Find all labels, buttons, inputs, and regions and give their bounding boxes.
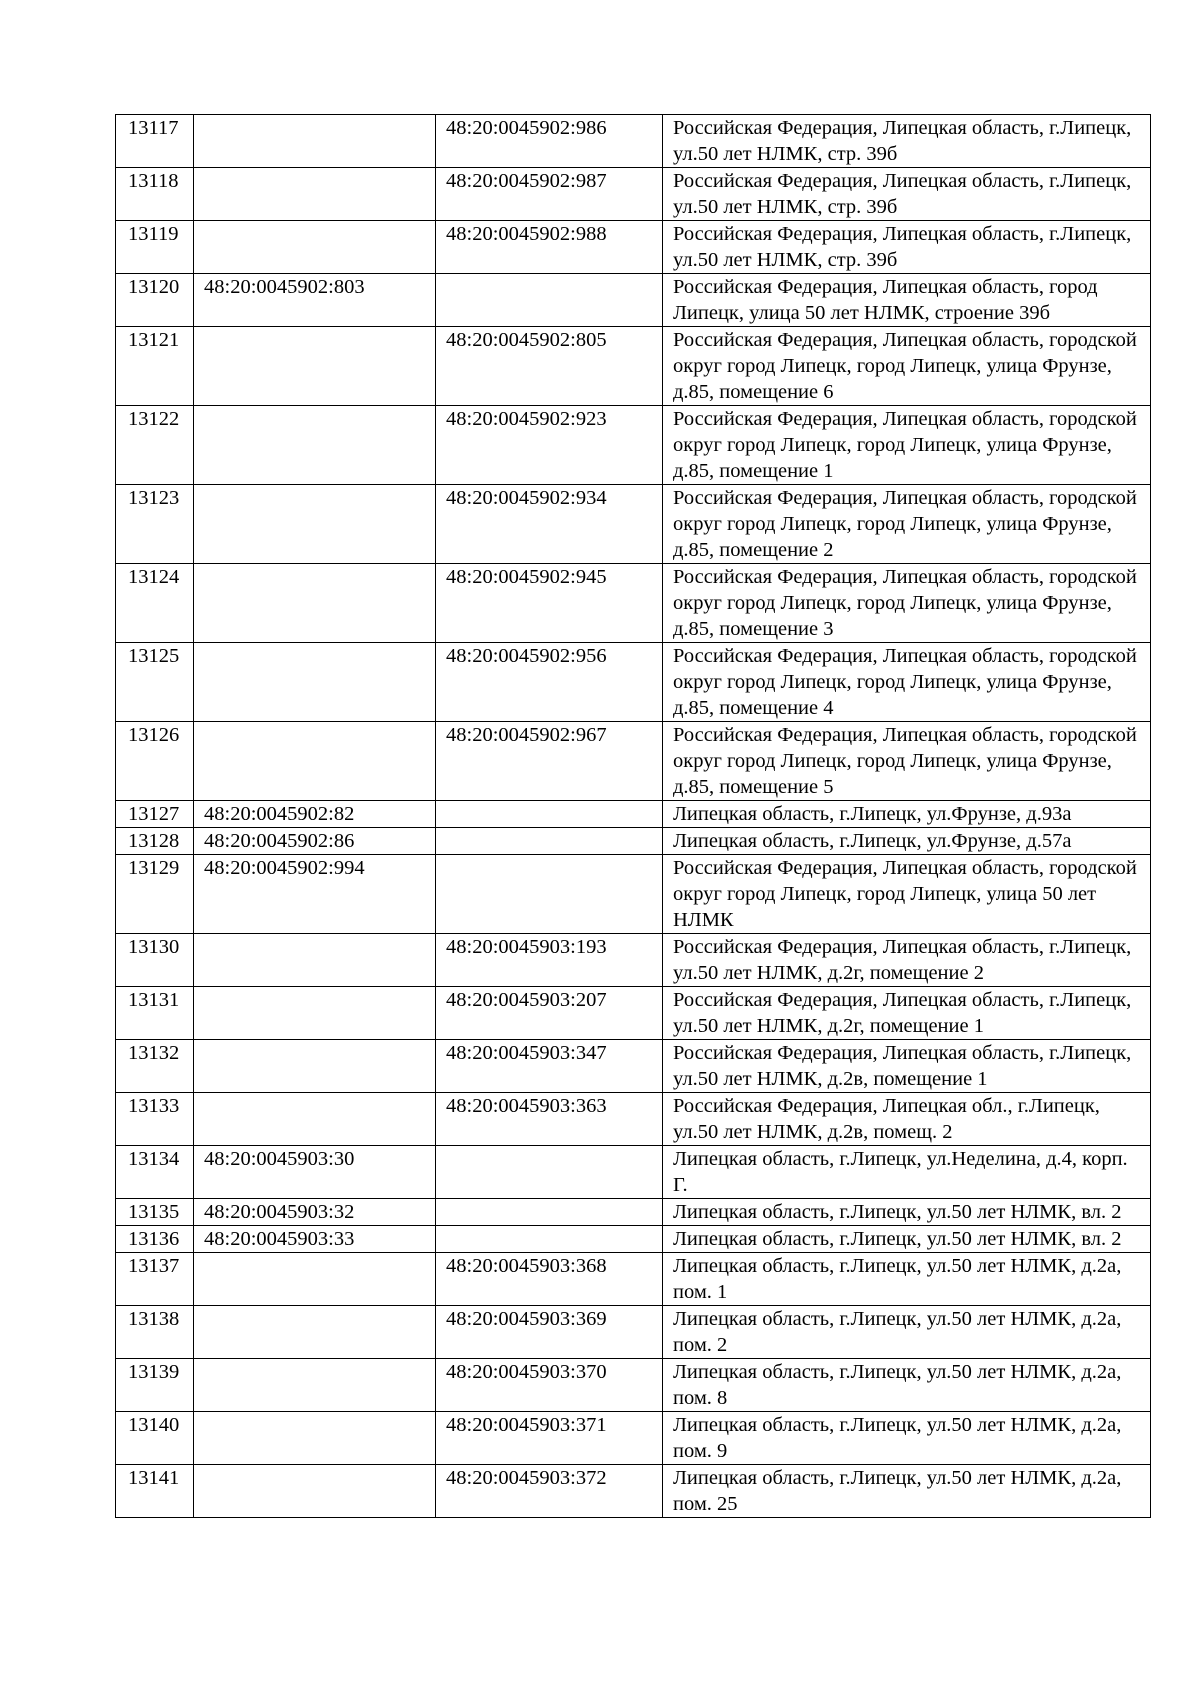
address-cell: Липецкая область, г.Липецк, ул.50 лет НЛМК, вл. 2 <box>663 1226 1151 1253</box>
object-cadastral-number-cell: 48:20:0045903:370 <box>436 1359 663 1412</box>
object-cadastral-number-cell <box>436 274 663 327</box>
object-cadastral-number-cell <box>436 1226 663 1253</box>
row-number-cell: 13138 <box>116 1306 194 1359</box>
parcel-cadastral-number-cell: 48:20:0045903:33 <box>194 1226 436 1253</box>
parcel-cadastral-number-cell <box>194 221 436 274</box>
parcel-cadastral-number-cell <box>194 168 436 221</box>
address-cell: Липецкая область, г.Липецк, ул.Неделина, д.4, корп. Г. <box>663 1146 1151 1199</box>
parcel-cadastral-number-cell <box>194 1040 436 1093</box>
object-cadastral-number-cell: 48:20:0045902:986 <box>436 115 663 168</box>
parcel-cadastral-number-cell <box>194 934 436 987</box>
object-cadastral-number-cell: 48:20:0045903:368 <box>436 1253 663 1306</box>
parcel-cadastral-number-cell <box>194 1093 436 1146</box>
table-row <box>116 327 1151 406</box>
table-row <box>116 1412 1151 1465</box>
row-number-cell: 13133 <box>116 1093 194 1146</box>
table-row <box>116 643 1151 722</box>
object-cadastral-number-cell: 48:20:0045902:956 <box>436 643 663 722</box>
row-number-cell: 13128 <box>116 828 194 855</box>
parcel-cadastral-number-cell <box>194 1253 436 1306</box>
table-row <box>116 1359 1151 1412</box>
address-cell: Российская Федерация, Липецкая область, г.Липецк, ул.50 лет НЛМК, стр. 39б <box>663 168 1151 221</box>
table-row <box>116 934 1151 987</box>
row-number-cell: 13131 <box>116 987 194 1040</box>
object-cadastral-number-cell: 48:20:0045902:945 <box>436 564 663 643</box>
table-row <box>116 1040 1151 1093</box>
row-number-cell: 13132 <box>116 1040 194 1093</box>
row-number-cell: 13123 <box>116 485 194 564</box>
table-row <box>116 1093 1151 1146</box>
address-cell: Липецкая область, г.Липецк, ул.50 лет НЛМК, д.2а, пом. 2 <box>663 1306 1151 1359</box>
cadastral-table <box>115 114 1151 1518</box>
address-cell: Липецкая область, г.Липецк, ул.Фрунзе, д.57а <box>663 828 1151 855</box>
address-cell: Российская Федерация, Липецкая обл., г.Липецк, ул.50 лет НЛМК, д.2в, помещ. 2 <box>663 1093 1151 1146</box>
object-cadastral-number-cell: 48:20:0045902:988 <box>436 221 663 274</box>
row-number-cell: 13141 <box>116 1465 194 1518</box>
parcel-cadastral-number-cell <box>194 1465 436 1518</box>
table-row <box>116 1465 1151 1518</box>
table-row <box>116 855 1151 934</box>
row-number-cell: 13139 <box>116 1359 194 1412</box>
parcel-cadastral-number-cell <box>194 115 436 168</box>
parcel-cadastral-number-cell: 48:20:0045902:82 <box>194 801 436 828</box>
parcel-cadastral-number-cell <box>194 485 436 564</box>
parcel-cadastral-number-cell <box>194 1412 436 1465</box>
table-row <box>116 987 1151 1040</box>
address-cell: Российская Федерация, Липецкая область, городской округ город Липецк, город Липецк, улица Фрунзе, д.85, помещение 6 <box>663 327 1151 406</box>
address-cell: Российская Федерация, Липецкая область, городской округ город Липецк, город Липецк, улица Фрунзе, д.85, помещение 2 <box>663 485 1151 564</box>
parcel-cadastral-number-cell: 48:20:0045902:803 <box>194 274 436 327</box>
row-number-cell: 13127 <box>116 801 194 828</box>
table-row <box>116 406 1151 485</box>
table-row <box>116 1199 1151 1226</box>
address-cell: Российская Федерация, Липецкая область, г.Липецк, ул.50 лет НЛМК, д.2г, помещение 1 <box>663 987 1151 1040</box>
table-row <box>116 1253 1151 1306</box>
address-cell: Российская Федерация, Липецкая область, городской округ город Липецк, город Липецк, улица Фрунзе, д.85, помещение 3 <box>663 564 1151 643</box>
object-cadastral-number-cell: 48:20:0045902:923 <box>436 406 663 485</box>
object-cadastral-number-cell <box>436 801 663 828</box>
row-number-cell: 13134 <box>116 1146 194 1199</box>
object-cadastral-number-cell: 48:20:0045903:193 <box>436 934 663 987</box>
address-cell: Липецкая область, г.Липецк, ул.50 лет НЛМК, вл. 2 <box>663 1199 1151 1226</box>
parcel-cadastral-number-cell: 48:20:0045903:30 <box>194 1146 436 1199</box>
parcel-cadastral-number-cell: 48:20:0045902:994 <box>194 855 436 934</box>
row-number-cell: 13136 <box>116 1226 194 1253</box>
address-cell: Российская Федерация, Липецкая область, городской округ город Липецк, город Липецк, улица 50 лет НЛМК <box>663 855 1151 934</box>
object-cadastral-number-cell: 48:20:0045903:369 <box>436 1306 663 1359</box>
address-cell: Липецкая область, г.Липецк, ул.50 лет НЛМК, д.2а, пом. 1 <box>663 1253 1151 1306</box>
row-number-cell: 13140 <box>116 1412 194 1465</box>
address-cell: Российская Федерация, Липецкая область, г.Липецк, ул.50 лет НЛМК, д.2г, помещение 2 <box>663 934 1151 987</box>
object-cadastral-number-cell <box>436 855 663 934</box>
row-number-cell: 13117 <box>116 115 194 168</box>
parcel-cadastral-number-cell: 48:20:0045902:86 <box>194 828 436 855</box>
row-number-cell: 13120 <box>116 274 194 327</box>
table-row <box>116 828 1151 855</box>
address-cell: Липецкая область, г.Липецк, ул.50 лет НЛМК, д.2а, пом. 9 <box>663 1412 1151 1465</box>
table-row <box>116 1146 1151 1199</box>
object-cadastral-number-cell: 48:20:0045902:805 <box>436 327 663 406</box>
parcel-cadastral-number-cell <box>194 327 436 406</box>
address-cell: Российская Федерация, Липецкая область, городской округ город Липецк, город Липецк, улица Фрунзе, д.85, помещение 4 <box>663 643 1151 722</box>
object-cadastral-number-cell: 48:20:0045903:363 <box>436 1093 663 1146</box>
row-number-cell: 13130 <box>116 934 194 987</box>
row-number-cell: 13119 <box>116 221 194 274</box>
address-cell: Липецкая область, г.Липецк, ул.50 лет НЛМК, д.2а, пом. 8 <box>663 1359 1151 1412</box>
row-number-cell: 13125 <box>116 643 194 722</box>
parcel-cadastral-number-cell <box>194 406 436 485</box>
address-cell: Российская Федерация, Липецкая область, г.Липецк, ул.50 лет НЛМК, стр. 39б <box>663 115 1151 168</box>
row-number-cell: 13137 <box>116 1253 194 1306</box>
object-cadastral-number-cell: 48:20:0045903:372 <box>436 1465 663 1518</box>
row-number-cell: 13126 <box>116 722 194 801</box>
row-number-cell: 13121 <box>116 327 194 406</box>
row-number-cell: 13135 <box>116 1199 194 1226</box>
table-row <box>116 1226 1151 1253</box>
table-row <box>116 115 1151 168</box>
parcel-cadastral-number-cell <box>194 564 436 643</box>
table-row <box>116 564 1151 643</box>
address-cell: Липецкая область, г.Липецк, ул.Фрунзе, д.93а <box>663 801 1151 828</box>
table-row <box>116 221 1151 274</box>
parcel-cadastral-number-cell <box>194 987 436 1040</box>
object-cadastral-number-cell <box>436 1199 663 1226</box>
address-cell: Липецкая область, г.Липецк, ул.50 лет НЛМК, д.2а, пом. 25 <box>663 1465 1151 1518</box>
row-number-cell: 13118 <box>116 168 194 221</box>
parcel-cadastral-number-cell: 48:20:0045903:32 <box>194 1199 436 1226</box>
row-number-cell: 13122 <box>116 406 194 485</box>
table-row <box>116 274 1151 327</box>
address-cell: Российская Федерация, Липецкая область, г.Липецк, ул.50 лет НЛМК, стр. 39б <box>663 221 1151 274</box>
parcel-cadastral-number-cell <box>194 643 436 722</box>
parcel-cadastral-number-cell <box>194 722 436 801</box>
address-cell: Российская Федерация, Липецкая область, город Липецк, улица 50 лет НЛМК, строение 39б <box>663 274 1151 327</box>
parcel-cadastral-number-cell <box>194 1359 436 1412</box>
table-body <box>116 115 1151 1518</box>
table-row <box>116 801 1151 828</box>
object-cadastral-number-cell: 48:20:0045903:347 <box>436 1040 663 1093</box>
row-number-cell: 13129 <box>116 855 194 934</box>
address-cell: Российская Федерация, Липецкая область, городской округ город Липецк, город Липецк, улица Фрунзе, д.85, помещение 5 <box>663 722 1151 801</box>
table-row <box>116 168 1151 221</box>
object-cadastral-number-cell: 48:20:0045902:987 <box>436 168 663 221</box>
object-cadastral-number-cell: 48:20:0045903:371 <box>436 1412 663 1465</box>
object-cadastral-number-cell <box>436 1146 663 1199</box>
table-row <box>116 1306 1151 1359</box>
object-cadastral-number-cell: 48:20:0045902:934 <box>436 485 663 564</box>
address-cell: Российская Федерация, Липецкая область, г.Липецк, ул.50 лет НЛМК, д.2в, помещение 1 <box>663 1040 1151 1093</box>
object-cadastral-number-cell: 48:20:0045903:207 <box>436 987 663 1040</box>
row-number-cell: 13124 <box>116 564 194 643</box>
object-cadastral-number-cell <box>436 828 663 855</box>
object-cadastral-number-cell: 48:20:0045902:967 <box>436 722 663 801</box>
parcel-cadastral-number-cell <box>194 1306 436 1359</box>
table-row <box>116 485 1151 564</box>
table-row <box>116 722 1151 801</box>
address-cell: Российская Федерация, Липецкая область, городской округ город Липецк, город Липецк, улица Фрунзе, д.85, помещение 1 <box>663 406 1151 485</box>
